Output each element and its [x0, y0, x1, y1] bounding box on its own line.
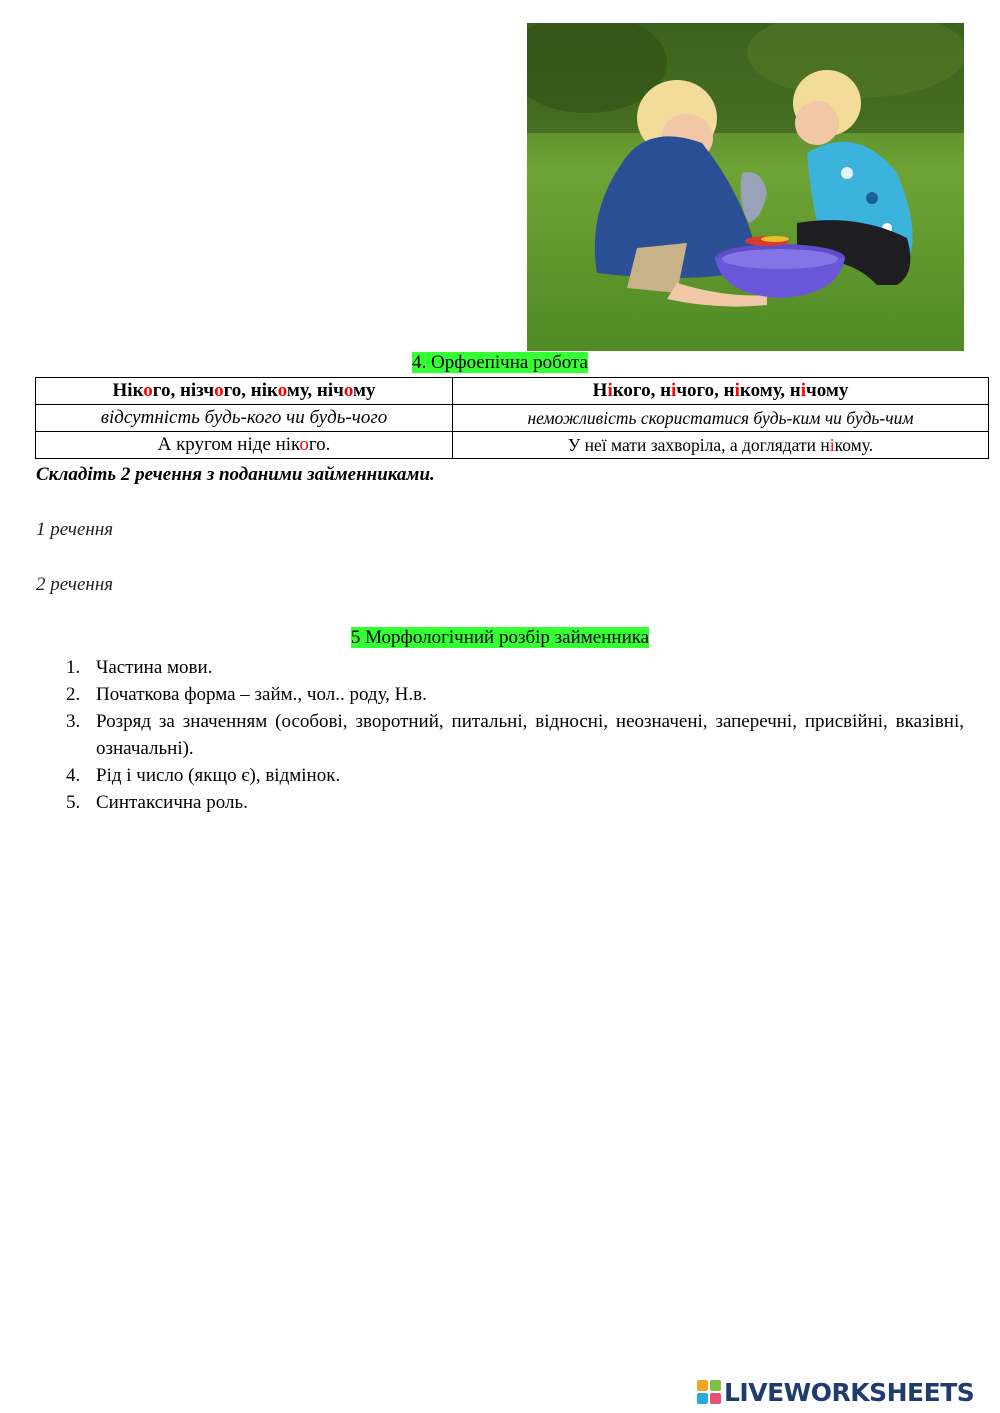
table-meaning-row: [36, 405, 989, 432]
table-header-row: [36, 378, 989, 405]
header-right-text: [593, 380, 849, 401]
section-4-title: [0, 352, 1000, 374]
list-text: Частина мови.: [96, 657, 213, 678]
header-right-cell: [453, 378, 989, 405]
list-item: [36, 762, 964, 789]
liveworksheets-brand: [697, 1378, 974, 1406]
sentence-2-label: 2 речення: [36, 574, 114, 595]
text-segment: чого, н: [676, 380, 735, 401]
text-segment: кому.: [834, 435, 874, 455]
list-item: [36, 681, 964, 708]
list-item: [36, 789, 964, 816]
children-photo: [527, 23, 964, 351]
header-left-text: [113, 380, 376, 401]
liveworksheets-logo-icon: [697, 1380, 721, 1404]
section-4-title-text: 4. Орфоепічна робота: [412, 352, 588, 373]
list-item: [36, 654, 964, 681]
text-segment: Н: [592, 380, 608, 401]
meaning-left-cell: відсутність будь-кого чи будь-чого: [36, 405, 453, 432]
stress-letter: о: [277, 380, 287, 401]
example-right-text: [568, 435, 873, 455]
morphology-steps-list: [36, 654, 964, 816]
task-instruction: Складіть 2 речення з поданими займенниками.: [36, 464, 435, 485]
stress-letter: о: [299, 434, 309, 455]
list-item: [36, 708, 964, 762]
text-segment: го, нік: [223, 380, 278, 401]
stress-letter: і: [800, 380, 807, 401]
header-left-cell: [36, 378, 453, 405]
example-left-text: [158, 434, 331, 455]
list-number: 3.: [66, 711, 81, 732]
stress-letter: о: [214, 380, 224, 401]
text-segment: У неї мати захворіла, а доглядати н: [567, 435, 830, 455]
meaning-right-cell: неможливість скористатися будь-ким чи будь-чим: [453, 405, 989, 432]
brand-name: LIVEWORKSHEETS: [724, 1377, 975, 1407]
table-example-row: [36, 432, 989, 459]
text-segment: кого, н: [612, 380, 672, 401]
stress-letter: і: [829, 435, 835, 455]
list-number: 2.: [66, 684, 81, 705]
list-text: Початкова форма – займ., чол.. роду, Н.в.: [96, 684, 427, 705]
text-segment: Нік: [112, 380, 144, 401]
stress-letter: о: [343, 380, 353, 401]
list-text: Рід і число (якщо є), відмінок.: [96, 765, 341, 786]
stress-letter: о: [143, 380, 153, 401]
example-right-cell: [453, 432, 989, 459]
list-text: Синтаксична роль.: [96, 792, 248, 813]
text-segment: му, ніч: [286, 380, 344, 401]
text-segment: А кругом ніде нік: [157, 434, 300, 455]
example-left-cell: [36, 432, 453, 459]
list-number: 5.: [66, 792, 81, 813]
text-segment: чому: [806, 380, 849, 401]
text-segment: го.: [308, 434, 331, 455]
stress-letter: і: [671, 380, 677, 401]
section-5-title: [0, 627, 1000, 649]
stress-letter: і: [734, 380, 740, 401]
stress-letter: і: [607, 380, 613, 401]
sentence-1-label: 1 речення: [36, 519, 114, 540]
text-segment: му: [353, 380, 376, 401]
list-number: 1.: [66, 657, 81, 678]
orthoepic-table: [35, 377, 989, 459]
section-5-title-text: 5 Морфологічний розбір займенника: [350, 627, 650, 648]
text-segment: кому, н: [739, 380, 801, 401]
photo-illustration: [527, 23, 964, 351]
list-text: Розряд за значенням (особові, зворотний, питальні, відносні, неозначені, заперечні, присвійні, вказівні, означальні).: [96, 711, 964, 759]
list-number: 4.: [66, 765, 81, 786]
text-segment: го, нізч: [152, 380, 215, 401]
